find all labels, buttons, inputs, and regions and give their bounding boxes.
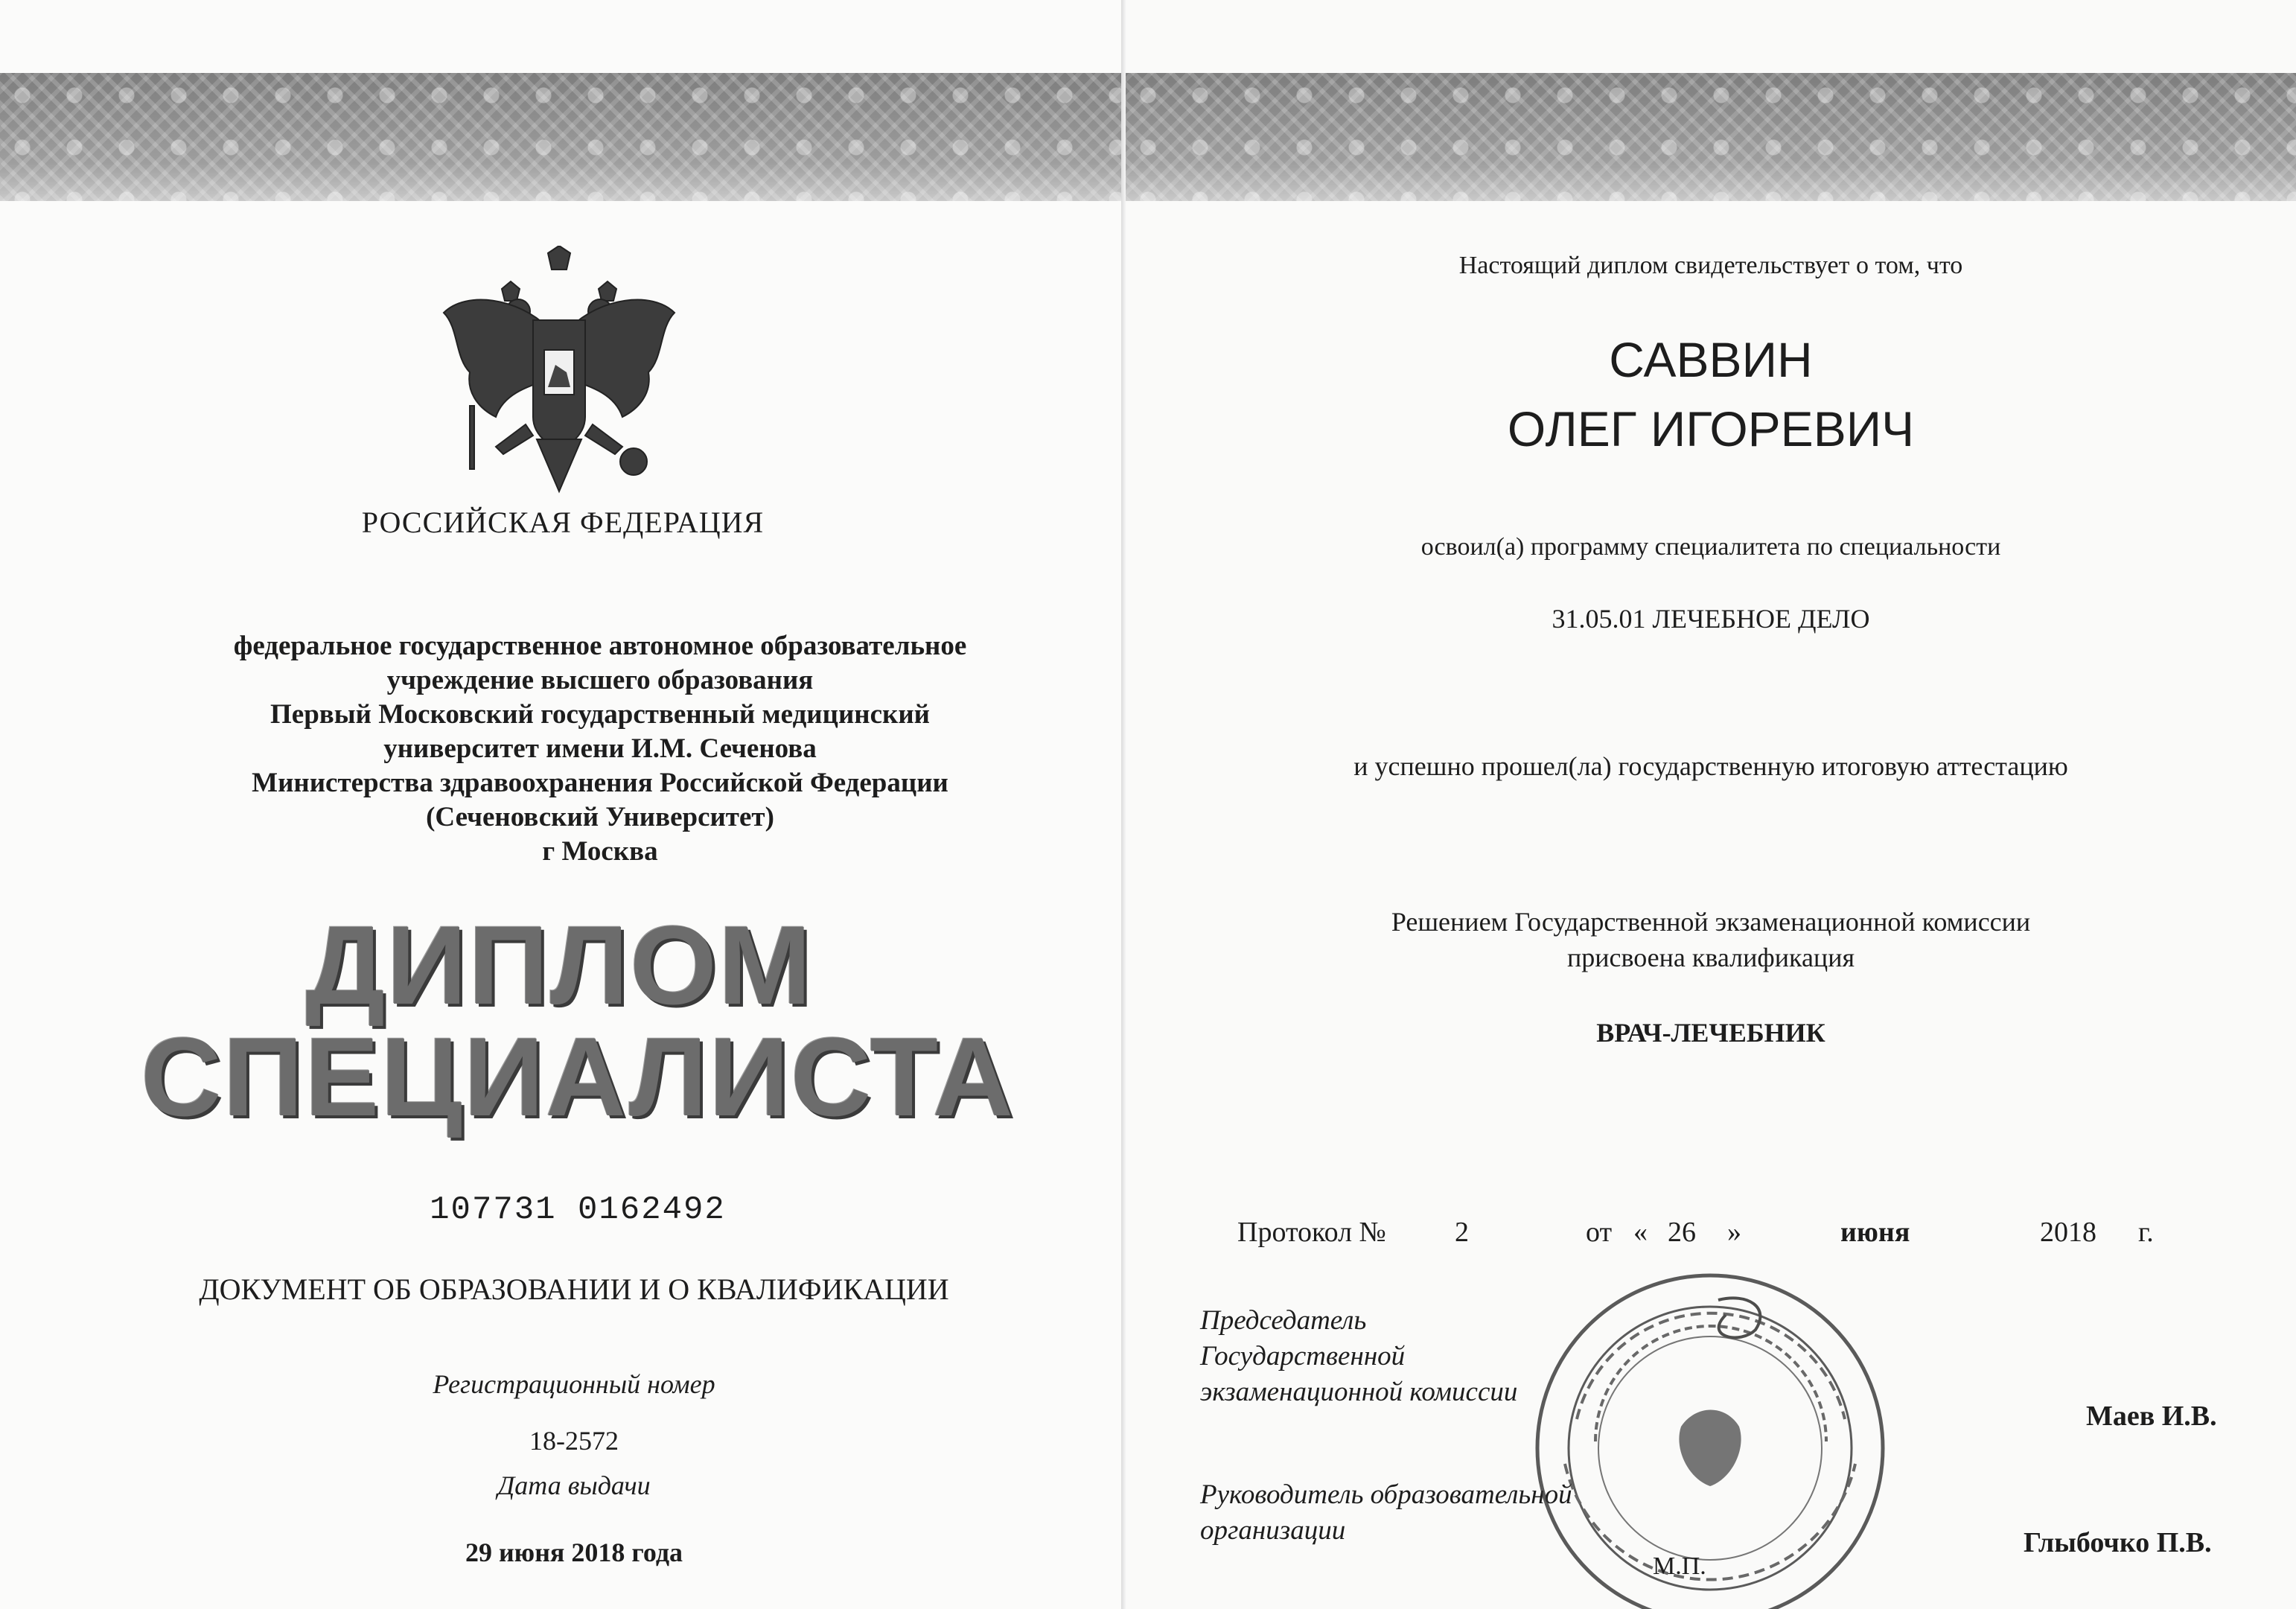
diploma-right-page <box>1126 0 2296 1609</box>
intro-text: Настоящий диплом свидетельствует о том, что <box>1458 252 1963 279</box>
protocol-from: от <box>1586 1217 1613 1248</box>
chairman-name: Маев И.В. <box>2086 1401 2217 1432</box>
registration-label: Регистрационный номер <box>433 1369 715 1399</box>
head-label-line: организации <box>1200 1515 1346 1546</box>
institution-line: Министерства здравоохранения Российской Федерации <box>252 768 948 798</box>
quote-close: » <box>1727 1217 1741 1248</box>
diploma-subtitle: СПЕЦИАЛИСТА <box>141 1014 1015 1139</box>
decision-line: Решением Государственной экзаменационной комиссии <box>1391 907 2031 937</box>
chairman-label <box>1200 1303 1517 1410</box>
issue-date-label: Дата выдачи <box>497 1471 651 1500</box>
head-label <box>1200 1477 1572 1549</box>
protocol-number: 2 <box>1455 1217 1469 1248</box>
country-name: РОССИЙСКАЯ ФЕДЕРАЦИЯ <box>361 506 765 539</box>
attestation-statement: и успешно прошел(ла) государственную итоговую аттестацию <box>1353 751 2068 781</box>
commission-decision <box>1126 904 2296 975</box>
diploma-left-page <box>0 0 1126 1609</box>
protocol-year-suffix: г. <box>2138 1217 2154 1248</box>
graduate-surname: САВВИН <box>1609 332 1813 387</box>
head-name: Глыбочко П.В. <box>2024 1527 2212 1558</box>
qualification: ВРАЧ-ЛЕЧЕБНИК <box>1596 1018 1825 1048</box>
institution-line: учреждение высшего образования <box>386 665 814 695</box>
seal-abbreviation: М.П. <box>1653 1552 1706 1580</box>
institution-city: г Москва <box>542 836 658 867</box>
diploma-title: ДИПЛОМ <box>305 902 813 1027</box>
program-statement: освоил(а) программу специалитета по специальности <box>1420 533 2001 561</box>
registration-number: 18-2572 <box>529 1426 619 1456</box>
protocol-month: июня <box>1840 1217 1910 1248</box>
issue-date: 29 июня 2018 года <box>465 1538 683 1567</box>
institution-line: (Сеченовский Университет) <box>426 802 774 832</box>
serial-number: 107731 0162492 <box>430 1191 726 1229</box>
double-headed-eagle-emblem-icon <box>436 246 682 506</box>
document-type: ДОКУМЕНТ ОБ ОБРАЗОВАНИИ И О КВАЛИФИКАЦИИ <box>199 1272 949 1306</box>
institution-line: университет имени И.М. Сеченова <box>383 733 817 764</box>
head-label-line: Руководитель образовательной <box>1200 1479 1572 1510</box>
chairman-label-line: Председатель <box>1200 1305 1367 1336</box>
specialty: 31.05.01 ЛЕЧЕБНОЕ ДЕЛО <box>1552 604 1870 634</box>
chairman-label-line: Государственной <box>1200 1341 1406 1371</box>
decision-line: присвоена квалификация <box>1566 943 1855 972</box>
decorative-band <box>1126 73 2296 201</box>
decorative-band <box>0 73 1126 201</box>
official-seal-icon <box>1532 1270 1888 1609</box>
protocol-label: Протокол № <box>1237 1217 1386 1248</box>
protocol-year: 2018 <box>2040 1217 2096 1248</box>
graduate-given-names: ОЛЕГ ИГОРЕВИЧ <box>1507 401 1915 456</box>
institution-line: Первый Московский государственный медицинский <box>270 699 930 730</box>
quote-open: « <box>1633 1217 1648 1248</box>
institution-block <box>74 629 1126 869</box>
institution-line: федеральное государственное автономное образовательное <box>233 631 967 661</box>
chairman-label-line: экзаменационной комиссии <box>1200 1377 1518 1407</box>
protocol-day: 26 <box>1668 1217 1696 1248</box>
